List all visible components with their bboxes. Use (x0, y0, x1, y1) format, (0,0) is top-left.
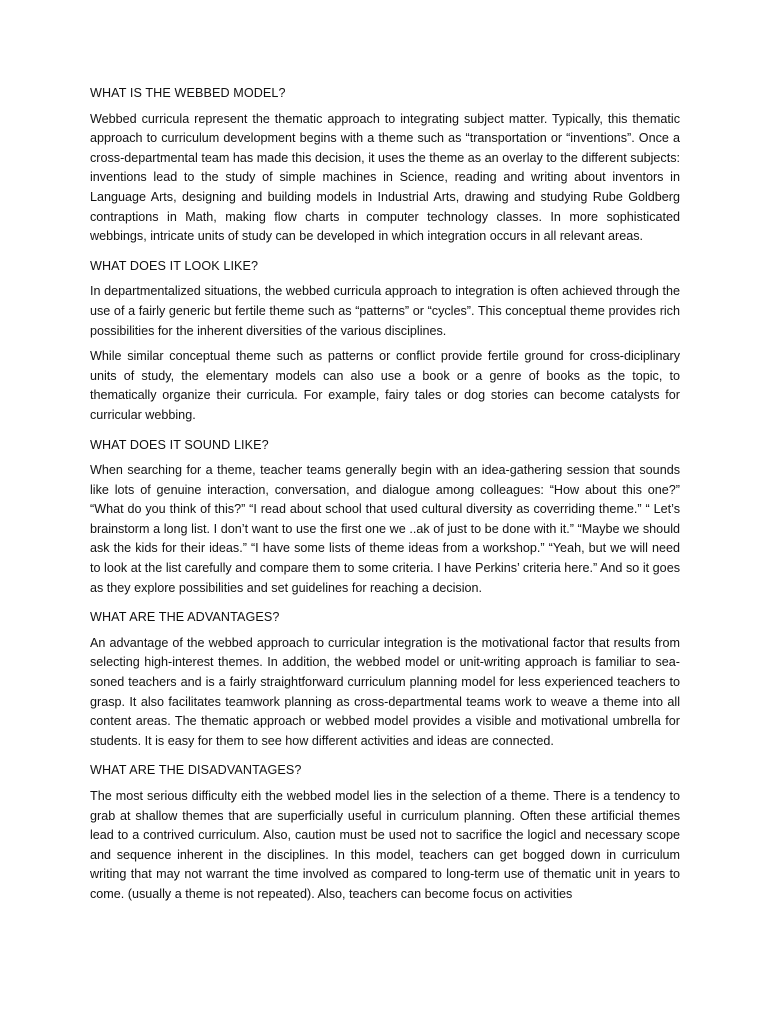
paragraph: In departmentalized situations, the webbed curricula approach to integration is often achieved through the use of a fairly generic but fertile theme such as “patterns” or “cycles”. This conceptual theme provides rich possibilities for the inherent diversities of the various disciplines. (90, 284, 680, 338)
section-heading: WHAT ARE THE ADVANTAGES? (90, 610, 280, 625)
paragraph: An advantage of the webbed approach to curricular integration is the motivational factor that results from selecting high-interest themes. In addition, the webbed model or unit-writing approach is familiar to sea-soned teachers and is a fairly straightforward curriculum planning model for less experienced teachers to grasp. It also facilitates teamwork planning as cross-departmental teams work to weave a theme into all content areas. The thematic approach or webbed model provides a visible and motivational umbrella for students. It is easy for them to see how different activities and ideas are connected. (90, 635, 680, 748)
paragraph: Webbed curricula represent the thematic approach to integrating subject matter. Typically, this thematic approach to curriculum development begins with a theme such as “transportation or “inventions”. Once a cross-departmental team has made this decision, it uses the theme as an overlay to the different subjects: inventions lead to the study of simple machines in Science, reading and writing about inventors in Language Arts, designing and building models in Industrial Arts, drawing and studying Rube Goldberg contraptions in Math, making flow charts in computer technology classes. In more sophisticated webbings, intricate units of study can be developed in which integration occurs in all relevant areas. (90, 111, 680, 244)
section-heading: WHAT DOES IT LOOK LIKE? (90, 258, 259, 273)
section-heading: WHAT DOES IT SOUND LIKE? (90, 437, 269, 452)
paragraph: While similar conceptual theme such as patterns or conflict provide fertile ground for cross-diciplinary units of study, the elementary models can also use a book or a genre of books as the topic, to thematically organize their curricula. For example, fairy tales or dog stories can become catalysts for curricular webbing. (90, 349, 680, 422)
document-page (90, 84, 680, 911)
paragraph: When searching for a theme, teacher teams generally begin with an idea-gathering session that sounds like lots of genuine interaction, conversation, and dialogue among colleagues: “How about this one?” “What do you think of this?” “I read about school that used cultural diversity as coverriding theme.” “ Let’s brainstorm a long list. I don’t want to use the first one we ..ak of just to be done with it.” “Maybe we should ask the kids for their ideas.” “I have some lists of theme ideas from a workshop.” “Yeah, but we will need to look at the list carefully and compare them to some criteria. I have Perkins’ criteria here.” And so it goes as they explore possibilities and set guidelines for reaching a decision. (90, 463, 680, 595)
paragraph: The most serious difficulty eith the webbed model lies in the selection of a theme. There is a tendency to grab at shallow themes that are superficially useful in curriculum planning. Often these artificial themes lead to a contrived curriculum. Also, caution must be used not to sacrifice the logicl and necessary scope and sequence inherent in the disciplines. In this model, teachers can get bogged down in curriculum writing that may not warrant the time involved as compared to long-term use of thematic unit in years to come. (usually a theme is not repeated). Also, teachers can become focus on activities (90, 789, 680, 901)
section-heading: WHAT IS THE WEBBED MODEL? (90, 86, 286, 100)
section-heading: WHAT ARE THE DISADVANTAGES? (90, 763, 302, 778)
